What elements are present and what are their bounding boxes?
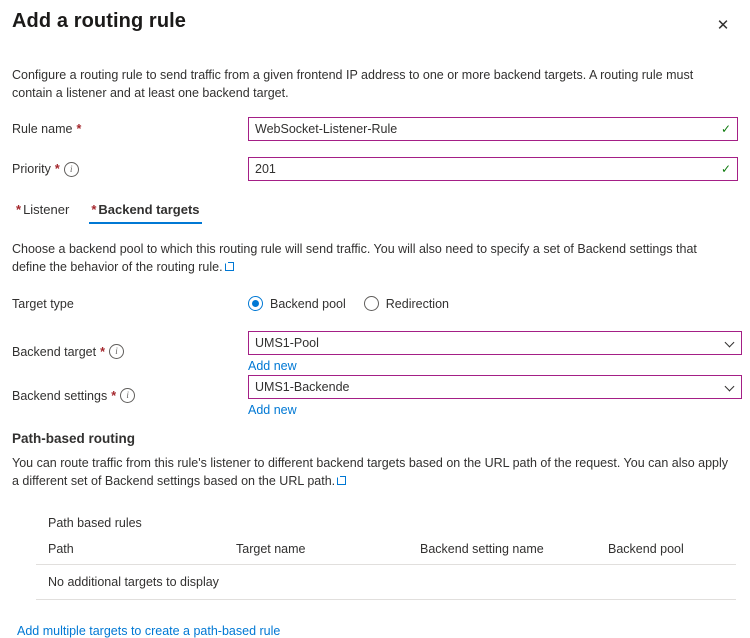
rule-name-label bbox=[12, 122, 248, 136]
priority-label-text: Priority bbox=[12, 162, 51, 177]
tab-backend-targets-label: Backend targets bbox=[98, 202, 200, 218]
backend-settings-add-new-link[interactable]: Add new bbox=[248, 402, 297, 417]
table-header-row bbox=[36, 538, 736, 565]
radio-backend-pool[interactable] bbox=[248, 296, 346, 311]
backend-settings-label-text: Backend settings bbox=[12, 388, 108, 403]
radio-backend-pool-circle bbox=[248, 296, 263, 311]
path-based-rules-table-block bbox=[36, 516, 736, 600]
page-title: Add a routing rule bbox=[12, 10, 187, 32]
rule-name-input-wrap bbox=[248, 117, 738, 141]
tab-listener-required-marker: * bbox=[16, 202, 22, 218]
backend-settings-select[interactable]: UMS1-Backende bbox=[248, 375, 742, 399]
tab-listener-label: Listener bbox=[23, 202, 70, 218]
priority-input-wrap bbox=[248, 157, 738, 181]
tab-listener[interactable] bbox=[14, 198, 71, 224]
backend-target-add-new-link[interactable]: Add new bbox=[248, 358, 297, 373]
backend-description-text: Choose a backend pool to which this routing rule will send traffic. You will also need to specify a set of Backend settings that define the behavior of the routing rule. bbox=[12, 242, 697, 275]
check-icon: ✓ bbox=[720, 162, 731, 177]
backend-settings-select-wrap bbox=[248, 375, 742, 399]
radio-redirection-circle bbox=[364, 296, 379, 311]
info-icon[interactable]: i bbox=[120, 388, 135, 403]
backend-target-control bbox=[248, 331, 742, 373]
backend-settings-row bbox=[12, 375, 738, 417]
backend-settings-control bbox=[248, 375, 742, 417]
external-link-icon[interactable] bbox=[225, 262, 234, 271]
path-based-routing-heading: Path-based routing bbox=[12, 430, 136, 446]
target-type-label: Target type bbox=[12, 296, 74, 311]
rule-name-row bbox=[12, 116, 738, 142]
close-icon[interactable]: ✕ bbox=[710, 12, 736, 38]
priority-label bbox=[12, 162, 248, 177]
rule-name-label-text: Rule name bbox=[12, 122, 73, 137]
backend-settings-required-marker: * bbox=[111, 388, 117, 403]
table-empty-row bbox=[36, 564, 736, 599]
intro-text: Configure a routing rule to send traffic from a given frontend IP address to one or more backend targets. A routing rule must contain a listener and at least one backend target. bbox=[12, 68, 694, 101]
panel-header bbox=[12, 0, 738, 38]
backend-target-label bbox=[12, 344, 248, 359]
priority-input[interactable] bbox=[248, 157, 738, 181]
rule-name-required-marker: * bbox=[76, 122, 82, 137]
backend-target-row bbox=[12, 331, 738, 373]
column-header-path: Path bbox=[36, 538, 224, 565]
backend-description bbox=[12, 240, 734, 276]
path-based-rules-caption: Path based rules bbox=[48, 515, 142, 530]
check-icon: ✓ bbox=[720, 122, 731, 137]
backend-target-select[interactable]: UMS1-Pool bbox=[248, 331, 742, 355]
backend-settings-label bbox=[12, 388, 248, 403]
radio-redirection-label: Redirection bbox=[385, 296, 449, 311]
external-link-icon[interactable] bbox=[337, 476, 346, 485]
radio-backend-pool-label: Backend pool bbox=[270, 296, 346, 311]
radio-redirection[interactable] bbox=[364, 296, 449, 311]
tab-backend-targets[interactable] bbox=[89, 198, 201, 224]
info-icon[interactable]: i bbox=[109, 344, 124, 359]
target-type-radio-group bbox=[248, 296, 449, 311]
backend-target-required-marker: * bbox=[100, 344, 105, 359]
column-header-backend-setting-name: Backend setting name bbox=[408, 538, 596, 565]
backend-target-label-text: Backend target bbox=[12, 344, 97, 359]
path-based-routing-description-text: You can route traffic from this rule's listener to different backend targets based on the URL path of the request. You can also apply a different set of Backend settings based on the URL path. bbox=[12, 455, 729, 488]
add-multiple-targets-link[interactable]: Add multiple targets to create a path-based rule bbox=[17, 623, 281, 638]
column-header-backend-pool: Backend pool bbox=[596, 538, 736, 565]
add-multiple-targets-row bbox=[17, 624, 738, 638]
tab-backend-targets-required-marker: * bbox=[91, 202, 97, 218]
table-empty-message: No additional targets to display bbox=[36, 564, 736, 599]
target-type-row bbox=[12, 291, 738, 317]
priority-required-marker: * bbox=[54, 162, 60, 177]
path-based-rules-table bbox=[36, 538, 736, 600]
info-icon[interactable]: i bbox=[64, 162, 79, 177]
priority-row bbox=[12, 156, 738, 182]
rule-name-input[interactable] bbox=[248, 117, 738, 141]
path-based-routing-description bbox=[12, 454, 734, 490]
backend-target-select-wrap bbox=[248, 331, 742, 355]
tab-list bbox=[14, 198, 738, 224]
column-header-target-name: Target name bbox=[224, 538, 408, 565]
